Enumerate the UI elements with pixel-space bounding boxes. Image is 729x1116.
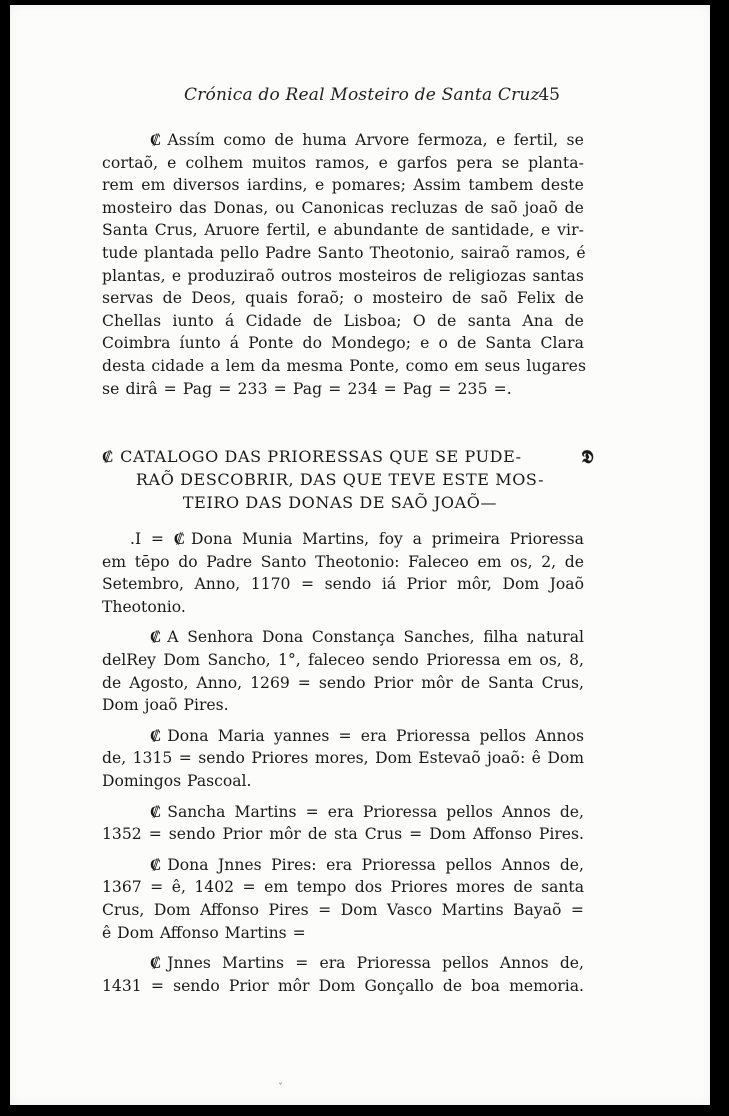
text-line: ₡ A Senhora Dona Constança Sanches, filha natural	[102, 626, 584, 649]
text-line: plantas, e produziraõ outros mosteiros de religiozas santas	[102, 266, 584, 285]
heading-line: ₡ CATALOGO DAS PRIORESSAS QUE SE PUDE-	[102, 447, 522, 466]
flourish-icon: 𝕯	[581, 447, 594, 468]
text-line: Santa Crus, Aruore fertil, e abundante de santidade, e vir-	[102, 221, 584, 240]
pilcrow-icon: ₡	[150, 801, 162, 821]
list-item	[102, 952, 584, 997]
pilcrow-icon: ₡	[150, 854, 162, 874]
pilcrow-icon: ₡	[150, 627, 162, 647]
text-line: Crus, Dom Affonso Pires = Dom Vasco Martins Bayaõ =	[102, 900, 584, 919]
list-item	[102, 801, 584, 846]
text-line: ê Dom Affonso Martins =	[102, 923, 306, 942]
text-line: 1352 = sendo Prior môr de sta Crus = Dom Affonso Pires.	[102, 825, 584, 844]
text-line: Theotonio.	[102, 597, 186, 616]
text-line: de Agosto, Anno, 1269 = sendo Prior môr de Santa Crus,	[102, 673, 584, 692]
pilcrow-icon: ₡	[150, 130, 162, 149]
intro-paragraph	[102, 129, 587, 400]
text-line: desta cidade a lem da mesma Ponte, como em seus lugares	[102, 356, 587, 375]
text-line: Dom joaõ Pires.	[102, 696, 229, 715]
text-line: ₡ Assím como de huma Arvore fermoza, e fertil, se	[102, 129, 584, 152]
text-line: cortaõ, e colhem muitos ramos, e garfos pera se planta-	[102, 153, 584, 172]
heading-line: TEIRO DAS DONAS DE SAÕ JOAÕ—	[182, 493, 498, 512]
text-line: em tēpo do Padre Santo Theotonio: Faleceo em os, 2, de	[102, 552, 584, 571]
catalog-heading	[102, 445, 602, 514]
list-item	[102, 854, 584, 944]
text-line: Chellas iunto á Cidade de Lisboa; O de santa Ana de	[102, 311, 584, 330]
text-line: mosteiro das Donas, ou Canonicas recluzas de saõ joaõ de	[102, 198, 584, 217]
pilcrow-icon: ₡	[150, 953, 162, 973]
pilcrow-icon: ₡	[150, 725, 162, 745]
text-line: se dirâ = Pag = 233 = Pag = 234 = Pag = 235 =.	[102, 379, 512, 398]
text-line: ₡ Jnnes Martins = era Prioressa pellos Annos de,	[102, 952, 584, 975]
text-line: .I = ₡ Dona Munia Martins, foy a primeira Prioressa	[102, 528, 584, 551]
text-line: 1367 = ê, 1402 = em tempo dos Priores mores de santa	[102, 878, 584, 897]
pilcrow-icon: ₡	[102, 447, 115, 466]
pilcrow-icon: ₡	[173, 529, 186, 548]
text-line: ₡ Dona Jnnes Pires: era Prioressa pellos Annos de,	[102, 854, 584, 877]
text-line: ₡ Dona Maria yannes = era Prioressa pellos Annos	[102, 725, 584, 748]
page-number: 45	[538, 85, 560, 105]
list-item	[102, 528, 584, 618]
text-line: ₡ Sancha Martins = era Prioressa pellos Annos de,	[102, 801, 584, 824]
text-line: servas de Deos, quais foraõ; o mosteiro de saõ Felix de	[102, 289, 584, 308]
scanned-page	[10, 5, 710, 1105]
text-line: tude plantada pello Padre Santo Theotonio, sairaõ ramos, é	[102, 243, 586, 262]
text-line: rem em diversos iardins, e pomares; Assim tambem deste	[102, 176, 584, 195]
stray-mark: ˇ	[278, 1083, 283, 1094]
prioress-list	[102, 528, 584, 1005]
text-line: Domingos Pascoal.	[102, 771, 252, 790]
text-line: Setembro, Anno, 1170 = sendo iá Prior môr, Dom Joaõ	[102, 575, 584, 594]
page-title: Crónica do Real Mosteiro de Santa Cruz	[184, 85, 540, 105]
text-line: Coimbra íunto á Ponte do Mondego; e o de Santa Clara	[102, 334, 584, 353]
heading-line: RAÕ DESCOBRIR, DAS QUE TEVE ESTE MOS-	[135, 470, 545, 489]
running-header	[10, 85, 710, 115]
text-line: 1431 = sendo Prior môr Dom Gonçallo de boa memoria.	[102, 976, 584, 995]
text-line: de, 1315 = sendo Priores mores, Dom Estevaõ joaõ: ê Dom	[102, 749, 584, 768]
list-item	[102, 626, 584, 716]
text-line: delRey Dom Sancho, 1°, faleceo sendo Prioressa em os, 8,	[102, 650, 584, 669]
list-item	[102, 725, 584, 793]
